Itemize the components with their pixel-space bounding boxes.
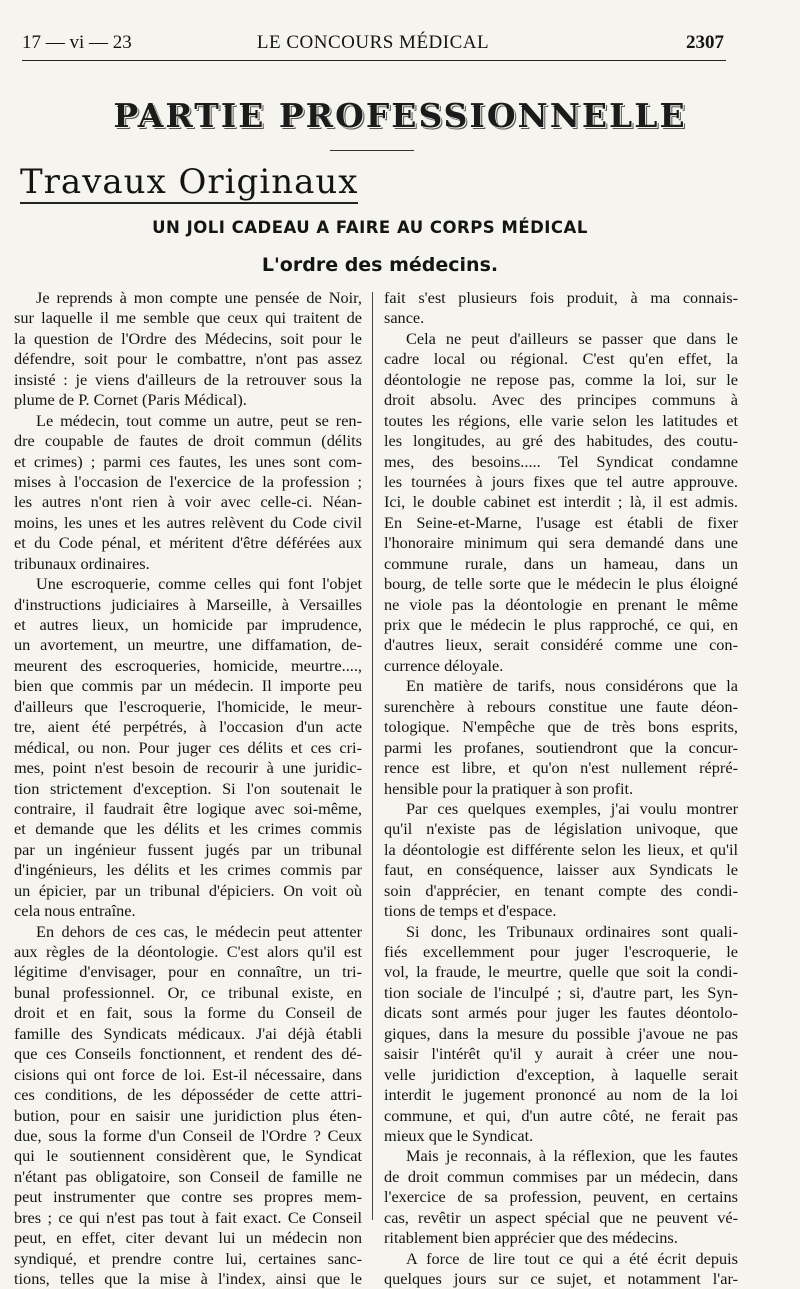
text-line: mes, point n'est besoin de recourir à une juridic- — [14, 758, 362, 778]
text-line: déontologie ne repose pas, comme la loi, sur le — [384, 369, 738, 389]
text-line: aux règles de la déontologie. C'est alors qu'il est — [14, 942, 362, 961]
text-line: d'instructions judiciaires à Marseille, à Versailles — [14, 594, 362, 614]
text-line: les longitudes, au gré des habitudes, des coutu- — [384, 431, 738, 451]
text-line: tribunaux ordinaires. — [14, 553, 150, 573]
text-line: tion sociale de l'inculpé ; si, d'autre part, les Syn- — [384, 982, 738, 1002]
text-line: bunal professionnel. Or, ce tribunal existe, en — [14, 982, 362, 1002]
text-line: un épicier, par un tribunal d'épiciers. On voit où — [14, 880, 362, 900]
text-line: En dehors de ces cas, le médecin peut attenter — [36, 921, 362, 941]
section-title: PARTIE PROFESSIONNELLE — [113, 96, 687, 135]
text-line: ces conditions, de les déposséder de cette attri- — [14, 1085, 362, 1105]
text-line: ritablement bien apprécier que des médecins. — [384, 1228, 678, 1248]
text-line: cela nous entraîne. — [14, 901, 136, 921]
text-line: dicats sont armés pour juger les fautes déontolo- — [384, 1003, 738, 1023]
text-line: qu'il n'existe pas de législation univoque, que — [384, 819, 738, 839]
text-line: médical, ou non. Pour juger ces délits et ces cri- — [14, 737, 362, 757]
text-line: tion strictement d'exception. Si l'on soutenait le — [14, 778, 362, 798]
text-line: saisir l'intérêt qu'il y aurait à créer une nou- — [384, 1044, 738, 1064]
article-title: UN JOLI CADEAU A FAIRE AU CORPS MÉDICAL — [152, 218, 588, 237]
text-line: de droit commun commises par un médecin, dans — [384, 1166, 738, 1186]
text-line: Je reprends à mon compte une pensée de Noir, — [36, 288, 362, 307]
text-line: bution, pour en saisir une juridiction plus éten- — [14, 1105, 362, 1125]
text-line: fiés excellemment pour juger l'escroquerie, le — [384, 942, 738, 961]
text-line: légitime d'envisager, pour en connaître, un tri- — [14, 962, 362, 982]
text-line: Cela ne peut d'ailleurs se passer que dans le — [406, 328, 738, 348]
text-line: vol, la fraude, le meurtre, quelle que soit la condi- — [384, 962, 738, 982]
text-line: syndiqué, et prendre contre lui, certaines sanc- — [14, 1248, 362, 1268]
text-line: cadre local ou régional. C'est qu'en effet, la — [384, 349, 738, 369]
left-column — [14, 288, 362, 1289]
running-head — [22, 32, 724, 56]
text-line: bres ; ce qui n'est pas tout à fait exact. Ce Conseil — [14, 1207, 362, 1227]
text-line: sur laquelle il me semble que ceux qui traitent de — [14, 308, 362, 328]
text-line: plume de P. Cornet (Paris Médical). — [14, 390, 247, 410]
text-line: cisions qui ont force de loi. Est-il nécessaire, dans — [14, 1064, 362, 1084]
text-line: toutes les régions, elle varie selon les latitudes et — [384, 410, 738, 430]
text-line: par un ingénieur fussent jugés par un tribunal — [14, 839, 362, 859]
text-line: Le médecin, tout comme un autre, peut se ren- — [36, 410, 362, 430]
text-line: peut, en effet, citer devant lui un médecin non — [14, 1228, 362, 1248]
text-line: et autres lieux, un homicide par imprudence, — [14, 615, 362, 634]
text-line: droit absolu. Avec des principes communs à — [384, 390, 738, 410]
header-rule — [22, 60, 726, 61]
text-line: hensible pour la pratiquer à son profit. — [384, 778, 634, 798]
text-line: mes, des besoins..... Tel Syndicat condamne — [384, 451, 738, 471]
text-line: l'exercice de sa profession, peuvent, en certains — [384, 1187, 738, 1207]
text-line: velle juridiction d'exception, à laquelle serait — [384, 1064, 738, 1084]
text-line: bien que commis par un médecin. Il importe peu — [14, 676, 362, 696]
text-line: la déontologie est différente selon les lieux, et qu'il — [384, 839, 738, 859]
text-line: rence est libre, et qu'on n'est nullement répré- — [384, 758, 738, 778]
text-line: l'honoraire minimum qui sera demandé dans une — [384, 533, 738, 553]
page-number: 2307 — [686, 32, 724, 53]
text-line: peut instrumenter que contre ses propres mem- — [14, 1187, 362, 1207]
text-line: Ici, le double cabinet est interdit ; là, il est admis. — [384, 492, 738, 512]
text-line: contraire, il faudrait être logique avec soi-même, — [14, 798, 362, 818]
text-line: Par ces quelques exemples, j'ai voulu montrer — [406, 798, 738, 818]
text-line: En Seine-et-Marne, l'usage est établi de fixer — [384, 512, 738, 532]
text-line: tre, aient été perpétrés, à l'occasion d'un acte — [14, 717, 362, 737]
text-line: fait s'est plusieurs fois produit, à ma connais- — [384, 288, 738, 307]
text-line: moins, les unes et les autres relèvent du Code civil — [14, 512, 362, 532]
text-line: cas, revêtir un aspect spécial que ne peuvent vé- — [384, 1207, 738, 1227]
text-line: droit et en fait, sous la forme du Conseil de — [14, 1003, 362, 1023]
text-line: d'ailleurs que l'escroquerie, l'homicide, le meur- — [14, 696, 362, 716]
text-line: mises à l'occasion de l'exercice de la profession ; — [14, 471, 362, 491]
text-line: tologique. N'empêche que de très bons esprits, — [384, 717, 738, 737]
text-line: giques, dans la mesure du possible j'avoue ne pas — [384, 1023, 738, 1043]
text-line: A force de lire tout ce qui a été écrit depuis — [406, 1248, 738, 1268]
text-line: famille des Syndicats médicaux. J'ai déjà établi — [14, 1023, 362, 1043]
text-line: un avortement, un meurtre, une diffamation, de- — [14, 635, 362, 655]
text-line: tions, telles que la mise à l'index, ainsi que le — [14, 1269, 362, 1288]
text-line: mieux que le Syndicat. — [384, 1125, 534, 1145]
text-line: Si donc, les Tribunaux ordinaires sont quali- — [406, 921, 738, 941]
text-line: ne viole pas la déontologie en prenant le même — [384, 594, 738, 614]
text-line: n'étant pas obligatoire, son Conseil de famille ne — [14, 1166, 362, 1186]
text-line: commune rurale, dans un hameau, dans un — [384, 553, 738, 573]
text-line: bourg, de telle sorte que le médecin le plus éloigné — [384, 574, 738, 594]
text-line: dre coupable de fautes de droit commun (délits — [14, 431, 362, 451]
rubric-heading: Travaux Originaux — [20, 162, 359, 202]
text-line: soin d'apprécier, en tenant compte des condi- — [384, 880, 738, 900]
text-line: et demande que les délits et les crimes commis — [14, 819, 362, 839]
text-line: que ces Conseils fonctionnent, et rendent des dé- — [14, 1044, 362, 1064]
journal-name: LE CONCOURS MÉDICAL — [256, 32, 490, 53]
text-line: Mais je reconnais, à la réflexion, que les fautes — [406, 1146, 738, 1166]
text-line: quelques jours sur ce sujet, et notamment l'ar- — [384, 1269, 738, 1288]
text-line: les tournées à jours fixes que tel autre approuve. — [384, 471, 738, 491]
column-divider — [372, 292, 373, 1220]
text-line: meurent des escroqueries, homicide, meurtre...., — [14, 655, 362, 675]
text-line: interdit le jugement prononcé au nom de la loi — [384, 1085, 738, 1105]
text-line: et du Code pénal, et méritent d'être déférées aux — [14, 533, 362, 553]
text-line: d'autres lieux, serait considéré comme une con- — [384, 635, 738, 655]
article-subtitle: L'ordre des médecins. — [261, 254, 499, 276]
text-line: faut, en conséquence, laisser aux Syndicats le — [384, 860, 738, 880]
text-line: et crimes) ; parmi ces fautes, les unes sont com- — [14, 451, 362, 471]
text-line: due, sous la forme d'un Conseil de l'Ordre ? Ceux — [14, 1125, 362, 1145]
right-column — [384, 288, 738, 1289]
text-line: la question de l'Ordre des Médecins, soit pour le — [14, 328, 362, 348]
text-line: défendre, soit pour le combattre, n'ont pas assez — [14, 349, 362, 369]
text-line: les autres n'ont rien à voir avec celle-ci. Néan- — [14, 492, 362, 512]
text-line: surenchère à rebours constitue une faute déon- — [384, 696, 738, 716]
text-line: commune, et qui, d'un autre côté, ne ferait pas — [384, 1105, 738, 1125]
text-line: tions de temps et d'espace. — [384, 901, 557, 921]
text-line: prix que le médecin le plus rapproché, ce qui, en — [384, 615, 738, 634]
text-line: insisté : je viens d'ailleurs de la retrouver sous la — [14, 369, 362, 389]
text-line: En matière de tarifs, nous considérons que la — [406, 676, 738, 696]
section-rule — [330, 150, 414, 151]
text-line: qui le soutiennent considèrent que, le Syndicat — [14, 1146, 362, 1166]
issue-date: 17 — vi — 23 — [22, 32, 132, 53]
text-line: d'ingénieurs, les délits et les crimes commis par — [14, 860, 362, 880]
text-line: currence déloyale. — [384, 655, 504, 675]
text-line: Une escroquerie, comme celles qui font l'objet — [36, 574, 362, 594]
text-line: sance. — [384, 308, 425, 328]
text-line: parmi les profanes, soutiendront que la concur- — [384, 737, 738, 757]
